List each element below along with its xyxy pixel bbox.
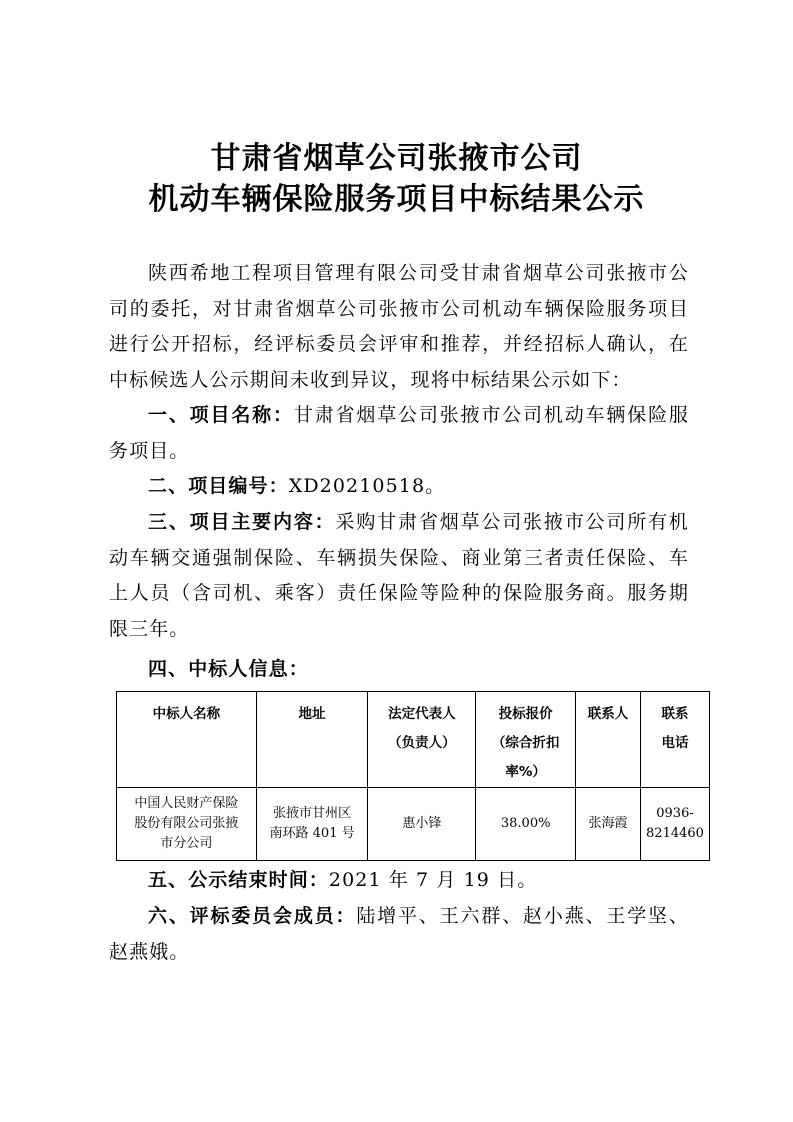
- section-text: 2021 年 7 月 19 日。: [328, 869, 538, 891]
- cell-legal-rep: 惠小锋: [368, 788, 476, 861]
- section-heading: 六、评标委员会成员：: [148, 905, 357, 927]
- cell-contact: 张海霞: [576, 788, 641, 861]
- header-legal-rep: 法定代表人 （负责人）: [368, 692, 476, 788]
- header-bid-price: 投标报价 （综合折扣 率%）: [476, 692, 576, 788]
- section-committee: [109, 899, 689, 970]
- section-heading: 一、项目名称：: [148, 404, 294, 426]
- document-title-line-2: 机动车辆保险服务项目中标结果公示: [148, 182, 645, 217]
- section-text: 采购甘肃省烟草公司张掖市公司所有机动车辆交通强制保险、车辆损失保险、商业第三者责任保险、车上人员（含司机、乘客）责任保险等险种的保险服务商。服务期限三年。: [109, 511, 690, 640]
- section-heading: 三、项目主要内容：: [148, 511, 336, 533]
- table-header-row: [117, 692, 710, 788]
- cell-bid-price: 38.00%: [476, 788, 576, 861]
- cell-winner-name: 中国人民财产保险 股份有限公司张掖 市分公司: [117, 788, 257, 861]
- cell-phone: 0936- 8214460: [640, 788, 709, 861]
- section-text: XD20210518。: [288, 475, 446, 497]
- section-text: 甘肃省烟草公司张掖市公司机动车辆保险服务项目。: [109, 404, 690, 462]
- section-end-time: [109, 863, 689, 899]
- table-row: [117, 788, 710, 861]
- winner-table: [116, 691, 710, 861]
- header-winner-name: 中标人名称: [117, 692, 257, 788]
- section-project-number: [109, 469, 689, 505]
- section-heading: 五、公示结束时间：: [148, 869, 329, 891]
- section-heading: 四、中标人信息：: [148, 658, 309, 680]
- cell-address: 张掖市甘州区 南环路 401 号: [256, 788, 368, 861]
- header-contact: 联系人: [576, 692, 641, 788]
- section-main-content: [109, 505, 689, 647]
- document-title-line-1: 甘肃省烟草公司张掖市公司: [210, 141, 583, 176]
- intro-paragraph: 陕西希地工程项目管理有限公司受甘肃省烟草公司张掖市公司的委托，对甘肃省烟草公司张掖市公司机动车辆保险服务项目进行公开招标，经评标委员会评审和推荐，并经招标人确认，在中标候选人公示期间未收到异议，现将中标结果公示如下：: [109, 262, 689, 391]
- section-heading: 二、项目编号：: [148, 475, 289, 497]
- section-text: 陆增平、王六群、赵小燕、王学坚、赵燕娥。: [109, 905, 689, 963]
- header-address: 地址: [256, 692, 368, 788]
- header-phone: 联系 电话: [640, 692, 709, 788]
- section-project-name: [109, 398, 689, 469]
- section-winner-info: [109, 652, 689, 688]
